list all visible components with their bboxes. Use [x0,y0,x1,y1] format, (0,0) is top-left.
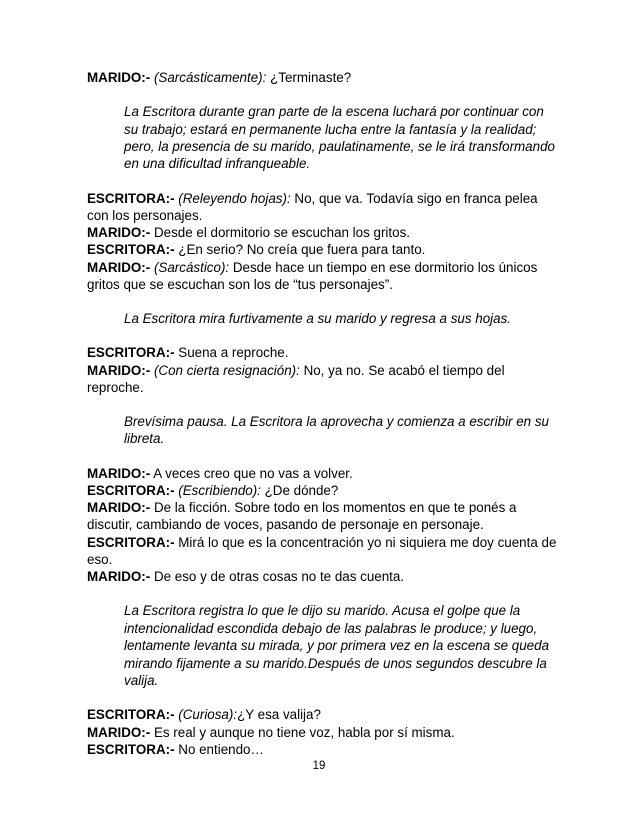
dialogue-text: No, ya no. Se acabó el tiempo del reproche. [87,362,505,395]
speaker-escritora: ESCRITORA:- [87,345,175,361]
dialogue-text: ¿De dónde? [260,483,339,499]
speaker-escritora: ESCRITORA:- [87,242,175,258]
dialogue-text: No entiendo… [174,741,264,757]
dialogue-line [87,741,557,758]
dialogue-text: No, que va. Todavía sigo en franca pelea con los personajes. [87,190,538,224]
speaker-marido: MARIDO:- [87,225,151,241]
speaker-escritora: ESCRITORA:- [87,534,175,550]
page-number: 19 [312,760,326,772]
dialogue-line [87,465,557,482]
dialogue-line [87,724,557,741]
speaker-marido: MARIDO:- [87,500,151,516]
stage-direction-inline: (Releyendo hojas): [178,190,291,206]
dialogue-text: ¿Y esa valija? [237,707,321,723]
stage-direction: La Escritora durante gran parte de la escena luchará por continuar con su trabajo; estará en permanente lucha entre la fantasía y la realidad; pero, la presencia de su marido, paulatinamente, se le irá transformando en una dificultad infranqueable. [124,104,555,172]
dialogue-line [87,499,557,533]
dialogue-line [87,568,557,585]
speaker-marido: MARIDO:- [87,569,151,585]
stage-direction-inline: (Curiosa): [178,707,238,723]
dialogue-text: Es real y aunque no tiene voz, habla por sí misma. [150,724,455,740]
stage-direction: La Escritora registra lo que le dijo su marido. Acusa el golpe que la intencionalidad escondida debajo de las palabras le produce; y luego, lentamente levanta su mirada, y por primera vez en la escena se queda mirando fijamente a su marido.Después de unos segundos descubre la valija. [124,603,550,688]
stage-direction-inline: (Sarcástico): [153,259,230,275]
dialogue-line [87,69,557,86]
dialogue-line [87,259,557,293]
speaker-marido: MARIDO:- [87,362,151,378]
speaker-escritora: ESCRITORA:- [87,190,175,206]
dialogue-line [87,534,557,568]
stage-direction-inline: (Sarcásticamente): [153,70,267,85]
dialogue-text: ¿En serio? No creía que fuera para tanto. [174,242,426,258]
dialogue-line [87,190,557,224]
dialogue-line [87,362,557,396]
dialogue-text: De la ficción. Sobre todo en los momentos en que te ponés a discutir, cambiando de voces, pasando de personaje en personaje. [87,500,517,533]
speaker-marido: MARIDO:- [87,70,151,85]
script-body [87,69,557,758]
dialogue-text: De eso y de otras cosas no te das cuenta. [150,569,405,585]
stage-direction: Brevísima pausa. La Escritora la aprovecha y comienza a escribir en su libreta. [124,414,549,447]
stage-direction: La Escritora mira furtivamente a su marido y regresa a sus hojas. [124,311,512,327]
speaker-escritora: ESCRITORA:- [87,741,175,757]
dialogue-text: A veces creo que no vas a volver. [150,465,353,481]
stage-direction-inline: (Escribiendo): [178,483,261,499]
dialogue-line [87,344,557,361]
dialogue-text: Desde hace un tiempo en ese dormitorio los únicos gritos que se escuchan son los de “tus personajes”. [87,259,538,292]
stage-direction-inline: (Con cierta resignación): [153,362,300,378]
speaker-marido: MARIDO:- [87,465,151,481]
dialogue-line [87,241,557,258]
speaker-marido: MARIDO:- [87,259,151,275]
speaker-escritora: ESCRITORA:- [87,707,175,723]
speaker-escritora: ESCRITORA:- [87,483,175,499]
speaker-marido: MARIDO:- [87,724,151,740]
dialogue-line [87,706,557,723]
dialogue-text: Mirá lo que es la concentración yo ni siquiera me doy cuenta de eso. [87,534,557,567]
dialogue-line [87,482,557,499]
dialogue-text: Desde el dormitorio se escuchan los gritos. [150,225,410,241]
dialogue-text: Suena a reproche. [174,345,289,361]
dialogue-line [87,224,557,241]
dialogue-text: ¿Terminaste? [266,70,352,85]
